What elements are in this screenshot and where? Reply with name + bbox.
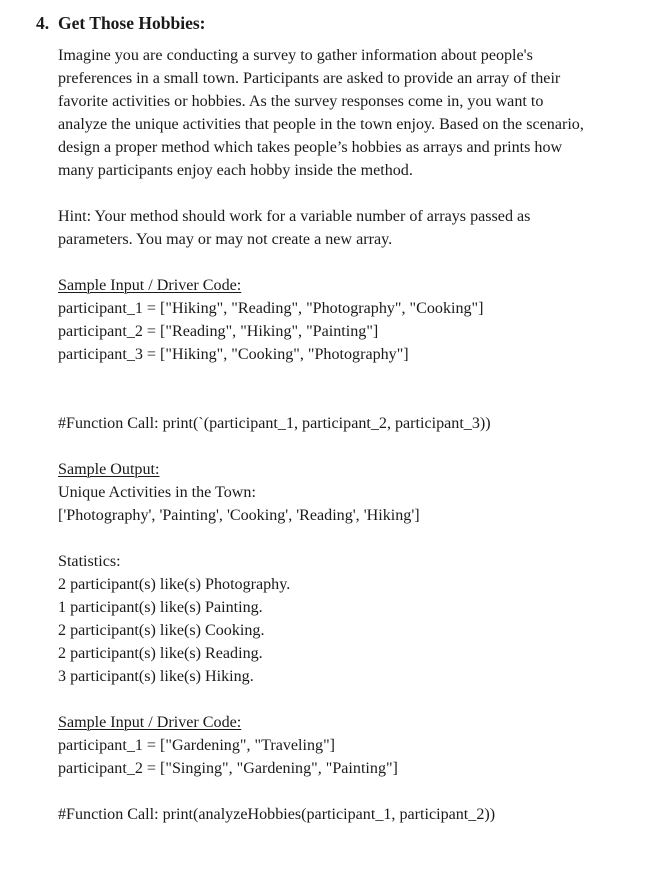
- function-call-1: [58, 412, 633, 435]
- statistics-line: 2 participant(s) like(s) Cooking.: [58, 622, 265, 639]
- statistics-label: Statistics:: [58, 553, 121, 570]
- section-heading: [36, 13, 205, 34]
- hint-line: Hint: Your method should work for a variable number of arrays passed as: [58, 208, 531, 225]
- section-title: Get Those Hobbies:: [58, 13, 206, 33]
- spacer: [58, 435, 633, 458]
- sample-input-1: [58, 274, 633, 366]
- code-line: participant_2 = ["Singing", "Gardening", "Painting"]: [58, 760, 398, 777]
- section-content: [58, 44, 633, 826]
- spacer: [58, 527, 633, 550]
- sample-input-heading: Sample Input / Driver Code:: [58, 277, 242, 294]
- code-line: participant_2 = ["Reading", "Hiking", "Painting"]: [58, 323, 379, 340]
- statistics-block: [58, 550, 633, 688]
- description-line: favorite activities or hobbies. As the survey responses come in, you want to: [58, 93, 544, 110]
- code-line: participant_1 = ["Gardening", "Traveling"]: [58, 737, 335, 754]
- spacer: [58, 251, 633, 274]
- function-call-line: #Function Call: print(`(participant_1, participant_2, participant_3)): [58, 415, 491, 432]
- description-line: Imagine you are conducting a survey to gather information about people's: [58, 47, 533, 64]
- function-call-line: #Function Call: print(analyzeHobbies(participant_1, participant_2)): [58, 806, 496, 823]
- spacer: [58, 366, 633, 412]
- statistics-line: 2 participant(s) like(s) Photography.: [58, 576, 291, 593]
- description-paragraph: [58, 44, 633, 182]
- statistics-line: 2 participant(s) like(s) Reading.: [58, 645, 263, 662]
- description-line: many participants enjoy each hobby inside the method.: [58, 162, 413, 179]
- sample-output-heading: Sample Output:: [58, 461, 160, 478]
- statistics-line: 3 participant(s) like(s) Hiking.: [58, 668, 254, 685]
- spacer: [58, 182, 633, 205]
- sample-input-2: [58, 711, 633, 780]
- hint-paragraph: [58, 205, 633, 251]
- sample-input-heading: Sample Input / Driver Code:: [58, 714, 242, 731]
- description-line: design a proper method which takes people’s hobbies as arrays and prints how: [58, 139, 563, 156]
- sample-output: [58, 458, 633, 527]
- spacer: [58, 688, 633, 711]
- unique-activities-label: Unique Activities in the Town:: [58, 484, 256, 501]
- code-line: participant_1 = ["Hiking", "Reading", "Photography", "Cooking"]: [58, 300, 484, 317]
- section-number: 4.: [36, 13, 50, 33]
- statistics-line: 1 participant(s) like(s) Painting.: [58, 599, 263, 616]
- code-line: participant_3 = ["Hiking", "Cooking", "Photography"]: [58, 346, 409, 363]
- unique-activities-list: ['Photography', 'Painting', 'Cooking', 'Reading', 'Hiking']: [58, 507, 420, 524]
- description-line: preferences in a small town. Participants are asked to provide an array of their: [58, 70, 561, 87]
- function-call-2: [58, 803, 633, 826]
- description-line: analyze the unique activities that people in the town enjoy. Based on the scenario,: [58, 116, 584, 133]
- spacer: [58, 780, 633, 803]
- hint-line: parameters. You may or may not create a new array.: [58, 231, 393, 248]
